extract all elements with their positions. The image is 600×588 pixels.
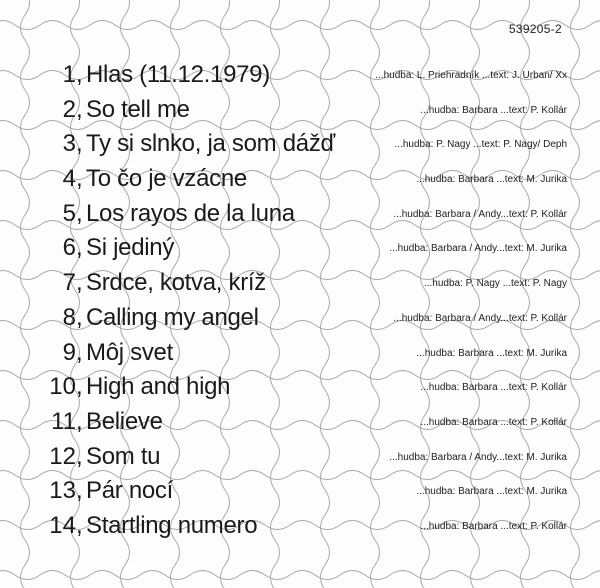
- track-number-separator: ,: [76, 165, 83, 193]
- track-credit: ...hudba: Barbara / Andy...text: M. Jurika: [389, 451, 567, 463]
- track-credit: ...hudba: Barbara ...text: P. Kollár: [420, 382, 567, 394]
- track-title: High and high: [86, 373, 231, 401]
- track-row: [0, 231, 600, 266]
- track-number-separator: ,: [76, 407, 83, 435]
- track-title: Hlas (11.12.1979): [86, 61, 270, 88]
- track-title: Pár nocí: [86, 477, 173, 505]
- track-row: [0, 266, 600, 301]
- track-credit: ...hudba: Barbara ...text: M. Jurika: [416, 486, 567, 498]
- track-row: [0, 405, 600, 440]
- track-number: 9: [62, 338, 76, 366]
- tracklist: [0, 58, 600, 544]
- track-credit: ...hudba: P. Nagy ...text: P. Nagy: [423, 278, 567, 290]
- track-credit: ...hudba: Barbara ...text: P. Kollár: [420, 104, 567, 116]
- track-number-separator: ,: [76, 234, 83, 262]
- track-credit: ...hudba: L. Priehradník ...text: J. Urban/ Xx: [375, 70, 567, 81]
- track-number: 10: [49, 373, 76, 401]
- track-number: 3: [62, 130, 76, 158]
- track-number-separator: ,: [76, 373, 83, 401]
- track-row: [0, 336, 600, 371]
- track-number: 7: [62, 269, 76, 297]
- track-row: [0, 93, 600, 128]
- track-title: Calling my angel: [86, 303, 259, 331]
- track-number-separator: ,: [76, 199, 83, 227]
- track-number: 1: [62, 61, 76, 88]
- track-row: [0, 440, 600, 475]
- track-number-separator: ,: [76, 130, 83, 158]
- track-number-separator: ,: [76, 442, 83, 470]
- track-number-separator: ,: [76, 477, 83, 505]
- track-number: 8: [62, 303, 76, 331]
- track-credit: ...hudba: Barbara / Andy...text: M. Jurika: [389, 243, 567, 255]
- track-credit: ...hudba: Barbara ...text: M. Jurika: [416, 347, 567, 359]
- track-title: Ty si slnko, ja som dážď: [86, 130, 335, 158]
- track-number-separator: ,: [76, 303, 83, 331]
- track-number-separator: ,: [76, 511, 83, 539]
- track-number: 14: [49, 511, 76, 539]
- track-number: 2: [62, 95, 76, 123]
- track-title: Startling numero: [86, 511, 258, 539]
- track-number: 5: [62, 199, 76, 227]
- track-number: 4: [62, 165, 76, 193]
- track-row: [0, 370, 600, 405]
- track-title: Srdce, kotva, kríž: [86, 269, 266, 297]
- track-number: 13: [49, 477, 76, 505]
- track-number: 11: [51, 407, 76, 435]
- catalog-number: 539205-2: [508, 22, 562, 36]
- track-number: 12: [49, 442, 76, 470]
- track-row: [0, 127, 600, 162]
- track-title: Believe: [86, 407, 163, 435]
- track-number: 6: [62, 234, 76, 262]
- track-number-separator: ,: [76, 95, 83, 123]
- track-credit: ...hudba: Barbara ...text: P. Kollár: [420, 520, 567, 532]
- track-row: [0, 509, 600, 544]
- track-row: [0, 162, 600, 197]
- track-title: Los rayos de la luna: [86, 199, 295, 227]
- track-row: [0, 58, 600, 93]
- track-title: So tell me: [86, 95, 190, 123]
- track-number-separator: ,: [76, 338, 83, 366]
- track-title: Si jediný: [86, 234, 175, 262]
- track-credit: ...hudba: Barbara ...text: M. Jurika: [416, 174, 567, 186]
- track-credit: ...hudba: Barbara / Andy...text: P. Kollár: [393, 208, 567, 220]
- track-title: Som tu: [86, 442, 161, 470]
- track-title: Môj svet: [86, 338, 173, 366]
- track-number-separator: ,: [76, 269, 83, 297]
- track-row: [0, 474, 600, 509]
- track-credit: ...hudba: P. Nagy ...text: P. Nagy/ Deph: [394, 139, 567, 151]
- track-title: To čo je vzácne: [86, 165, 247, 193]
- track-credit: ...hudba: Barbara / Andy...text: P. Kollár: [393, 312, 567, 324]
- track-number-separator: ,: [76, 61, 83, 88]
- track-row: [0, 301, 600, 336]
- track-row: [0, 197, 600, 232]
- track-credit: ...hudba: Barbara ...text: P. Kollár: [420, 416, 567, 428]
